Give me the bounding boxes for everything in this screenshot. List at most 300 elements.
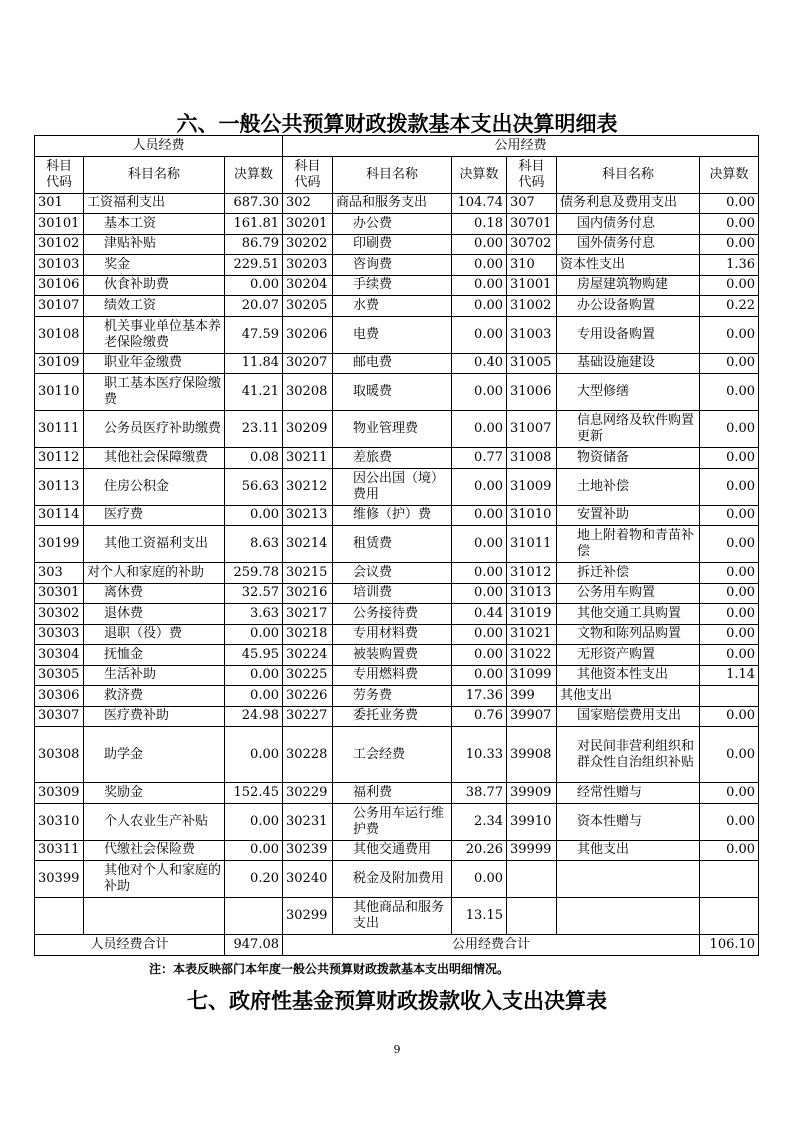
subject-code-cell: 30302: [35, 604, 84, 625]
amount-cell: 0.00: [700, 214, 759, 235]
page-number: 9: [393, 1043, 401, 1056]
subject-name-cell: 抚恤金: [84, 645, 225, 666]
amount-cell: 0.00: [700, 624, 759, 645]
subject-name-cell: 文物和陈列品购置: [557, 624, 700, 645]
subject-code-cell: 30113: [35, 468, 84, 505]
amount-cell: 0.00: [700, 374, 759, 411]
subject-code-cell: 39908: [507, 727, 557, 783]
amount-cell: 0.08: [225, 448, 283, 469]
total-personnel-value: 947.08: [225, 935, 283, 956]
amount-cell: 32.57: [225, 583, 283, 604]
subject-name-cell: 拆迁补偿: [557, 563, 700, 584]
subject-name-cell: 物业管理费: [333, 411, 452, 448]
amount-cell: 0.00: [452, 665, 507, 686]
subject-name-cell: 住房公积金: [84, 468, 225, 505]
amount-cell: 13.15: [452, 898, 507, 935]
subject-name-cell: 电费: [333, 316, 452, 353]
subject-code-cell: 30101: [35, 214, 84, 235]
amount-cell: 0.00: [225, 275, 283, 296]
amount-cell: 259.78: [225, 563, 283, 584]
subject-code-cell: 30228: [283, 727, 333, 783]
subject-code-cell: 31021: [507, 624, 557, 645]
amount-cell: 47.59: [225, 316, 283, 353]
subject-code-cell: 30205: [283, 296, 333, 317]
subject-name-cell: 基础设施建设: [557, 353, 700, 374]
subject-code-cell: 30702: [507, 234, 557, 255]
subject-code-cell: 310: [507, 255, 557, 276]
subject-name-cell: 专用材料费: [333, 624, 452, 645]
subject-name-cell: 基本工资: [84, 214, 225, 235]
amount-cell: 1.36: [700, 255, 759, 276]
amount-cell: 0.00: [452, 645, 507, 666]
amount-cell: 0.22: [700, 296, 759, 317]
total-personnel-label: 人员经费合计: [35, 935, 225, 956]
subject-code-cell: 39909: [507, 783, 557, 804]
col-amount-header: 决算数: [700, 156, 759, 193]
col-code-header: 科目 代码: [35, 156, 84, 193]
subject-code-cell: 30225: [283, 665, 333, 686]
table-row: [35, 214, 759, 235]
amount-cell: 104.74: [452, 193, 507, 214]
table-title: 六、一般公共预算财政拨款基本支出决算明细表: [176, 112, 618, 136]
amount-cell: 45.95: [225, 645, 283, 666]
amount-cell: 0.00: [700, 583, 759, 604]
table-row: [35, 645, 759, 666]
subject-code-cell: 30208: [283, 374, 333, 411]
amount-cell: 23.11: [225, 411, 283, 448]
amount-cell: 0.00: [452, 411, 507, 448]
amount-cell: 161.81: [225, 214, 283, 235]
subject-name-cell: 伙食补助费: [84, 275, 225, 296]
subject-code-cell: 30304: [35, 645, 84, 666]
amount-cell: 0.00: [700, 526, 759, 563]
subject-name-cell: 办公费: [333, 214, 452, 235]
subject-code-cell: 30204: [283, 275, 333, 296]
subject-name-cell: 工资福利支出: [84, 193, 225, 214]
amount-cell: 0.00: [452, 624, 507, 645]
amount-cell: 0.00: [452, 468, 507, 505]
amount-cell: 0.00: [225, 727, 283, 783]
subject-name-cell: 公务用车运行维护费: [333, 803, 452, 840]
subject-code-cell: 302: [283, 193, 333, 214]
col-name-header: 科目名称: [557, 156, 700, 193]
amount-cell: 0.00: [452, 563, 507, 584]
subject-name-cell: 职业年金缴费: [84, 353, 225, 374]
subject-code-cell: 30102: [35, 234, 84, 255]
subject-code-cell: 30211: [283, 448, 333, 469]
subject-name-cell: 退休费: [84, 604, 225, 625]
col-amount-header: 决算数: [452, 156, 507, 193]
subject-name-cell: 地上附着物和青苗补偿: [557, 526, 700, 563]
amount-cell: 0.00: [700, 468, 759, 505]
table-row: [35, 448, 759, 469]
subject-code-cell: 31011: [507, 526, 557, 563]
amount-cell: [700, 898, 759, 935]
table-row: [35, 411, 759, 448]
table-row: [35, 316, 759, 353]
subject-name-cell: 奖金: [84, 255, 225, 276]
amount-cell: 0.00: [700, 645, 759, 666]
amount-cell: 0.00: [700, 706, 759, 727]
subject-code-cell: 30218: [283, 624, 333, 645]
subject-code-cell: 30111: [35, 411, 84, 448]
subject-name-cell: 福利费: [333, 783, 452, 804]
table-body: [35, 193, 759, 935]
amount-cell: 38.77: [452, 783, 507, 804]
subject-name-cell: 职工基本医疗保险缴费: [84, 374, 225, 411]
subject-code-cell: 30199: [35, 526, 84, 563]
amount-cell: 0.00: [225, 803, 283, 840]
subject-name-cell: 对个人和家庭的补助: [84, 563, 225, 584]
subject-name-cell: 土地补偿: [557, 468, 700, 505]
subject-name-cell: 水费: [333, 296, 452, 317]
subject-name-cell: [557, 861, 700, 898]
table-row: [35, 255, 759, 276]
amount-cell: 152.45: [225, 783, 283, 804]
subject-name-cell: 租赁费: [333, 526, 452, 563]
subject-code-cell: 30103: [35, 255, 84, 276]
subject-name-cell: 其他工资福利支出: [84, 526, 225, 563]
subject-name-cell: 医疗费补助: [84, 706, 225, 727]
amount-cell: 687.30: [225, 193, 283, 214]
subject-code-cell: 30216: [283, 583, 333, 604]
table-row: [35, 275, 759, 296]
subject-name-cell: 劳务费: [333, 686, 452, 707]
subject-name-cell: 离休费: [84, 583, 225, 604]
subject-code-cell: 31006: [507, 374, 557, 411]
amount-cell: 17.36: [452, 686, 507, 707]
amount-cell: 8.63: [225, 526, 283, 563]
amount-cell: 0.00: [452, 526, 507, 563]
table-row: [35, 526, 759, 563]
subject-name-cell: 退职（役）费: [84, 624, 225, 645]
subject-name-cell: 工会经费: [333, 727, 452, 783]
subject-name-cell: 大型修缮: [557, 374, 700, 411]
amount-cell: 0.00: [700, 604, 759, 625]
amount-cell: 3.63: [225, 604, 283, 625]
subject-name-cell: 其他支出: [557, 840, 700, 861]
subject-name-cell: 取暖费: [333, 374, 452, 411]
subject-name-cell: 债务利息及费用支出: [557, 193, 700, 214]
subject-name-cell: 邮电费: [333, 353, 452, 374]
subject-code-cell: 30303: [35, 624, 84, 645]
subject-name-cell: 国家赔偿费用支出: [557, 706, 700, 727]
col-name-header: 科目名称: [333, 156, 452, 193]
subject-code-cell: 307: [507, 193, 557, 214]
amount-cell: 20.07: [225, 296, 283, 317]
subject-name-cell: [84, 898, 225, 935]
subject-code-cell: 39999: [507, 840, 557, 861]
subject-code-cell: 30212: [283, 468, 333, 505]
subject-code-cell: 301: [35, 193, 84, 214]
amount-cell: 0.44: [452, 604, 507, 625]
section-public-header: 公用经费: [283, 136, 759, 157]
table-row: [35, 193, 759, 214]
table-row: [35, 861, 759, 898]
table-row: [35, 624, 759, 645]
subject-code-cell: 30229: [283, 783, 333, 804]
subject-name-cell: 奖励金: [84, 783, 225, 804]
table-row: [35, 840, 759, 861]
amount-cell: 0.00: [452, 316, 507, 353]
subject-name-cell: 经常性赠与: [557, 783, 700, 804]
next-section-title: 七、政府性基金预算财政拨款收入支出决算表: [187, 989, 607, 1013]
subject-code-cell: 30307: [35, 706, 84, 727]
total-row: [35, 935, 759, 956]
amount-cell: 0.76: [452, 706, 507, 727]
amount-cell: 0.00: [452, 275, 507, 296]
table-row: [35, 604, 759, 625]
amount-cell: 0.00: [700, 448, 759, 469]
amount-cell: 0.00: [225, 505, 283, 526]
subject-code-cell: 31003: [507, 316, 557, 353]
total-public-value: 106.10: [700, 935, 759, 956]
amount-cell: 0.00: [225, 686, 283, 707]
subject-code-cell: 30240: [283, 861, 333, 898]
amount-cell: 0.00: [700, 505, 759, 526]
subject-code-cell: 30112: [35, 448, 84, 469]
subject-code-cell: 39910: [507, 803, 557, 840]
amount-cell: 0.00: [700, 193, 759, 214]
amount-cell: 0.00: [452, 505, 507, 526]
subject-name-cell: 房屋建筑物购建: [557, 275, 700, 296]
amount-cell: 0.00: [700, 563, 759, 584]
subject-name-cell: 助学金: [84, 727, 225, 783]
subject-name-cell: 津贴补贴: [84, 234, 225, 255]
amount-cell: 0.40: [452, 353, 507, 374]
subject-code-cell: 30203: [283, 255, 333, 276]
subject-code-cell: 30213: [283, 505, 333, 526]
subject-name-cell: 手续费: [333, 275, 452, 296]
amount-cell: 10.33: [452, 727, 507, 783]
amount-cell: 0.00: [700, 353, 759, 374]
subject-name-cell: 咨询费: [333, 255, 452, 276]
subject-name-cell: 物资储备: [557, 448, 700, 469]
subject-code-cell: 30215: [283, 563, 333, 584]
amount-cell: 0.00: [700, 316, 759, 353]
amount-cell: 0.00: [700, 234, 759, 255]
amount-cell: 0.00: [452, 583, 507, 604]
table-row: [35, 468, 759, 505]
amount-cell: 0.00: [225, 840, 283, 861]
amount-cell: 229.51: [225, 255, 283, 276]
subject-name-cell: 公务用车购置: [557, 583, 700, 604]
subject-name-cell: 绩效工资: [84, 296, 225, 317]
subject-name-cell: 其他资本性支出: [557, 665, 700, 686]
subject-code-cell: 399: [507, 686, 557, 707]
table-row: [35, 686, 759, 707]
table-row: [35, 898, 759, 935]
subject-name-cell: 国外债务付息: [557, 234, 700, 255]
subject-name-cell: 公务接待费: [333, 604, 452, 625]
expenditure-detail-table: [34, 135, 759, 956]
column-header-row: [35, 156, 759, 193]
subject-name-cell: 生活补助: [84, 665, 225, 686]
subject-code-cell: 30109: [35, 353, 84, 374]
subject-code-cell: 39907: [507, 706, 557, 727]
subject-code-cell: 31010: [507, 505, 557, 526]
amount-cell: 11.84: [225, 353, 283, 374]
subject-name-cell: 医疗费: [84, 505, 225, 526]
subject-code-cell: 303: [35, 563, 84, 584]
subject-code-cell: 31009: [507, 468, 557, 505]
subject-code-cell: 30217: [283, 604, 333, 625]
subject-code-cell: 31002: [507, 296, 557, 317]
subject-code-cell: 30108: [35, 316, 84, 353]
subject-code-cell: 30202: [283, 234, 333, 255]
table-row: [35, 296, 759, 317]
subject-code-cell: 30201: [283, 214, 333, 235]
col-code-header: 科目 代码: [507, 156, 557, 193]
subject-code-cell: 31005: [507, 353, 557, 374]
subject-name-cell: 办公设备购置: [557, 296, 700, 317]
subject-code-cell: 31008: [507, 448, 557, 469]
amount-cell: 0.00: [700, 727, 759, 783]
subject-name-cell: 机关事业单位基本养老保险缴费: [84, 316, 225, 353]
amount-cell: 0.00: [700, 783, 759, 804]
subject-code-cell: 30399: [35, 861, 84, 898]
col-code-header: 科目 代码: [283, 156, 333, 193]
subject-name-cell: 会议费: [333, 563, 452, 584]
subject-code-cell: 31001: [507, 275, 557, 296]
amount-cell: 56.63: [225, 468, 283, 505]
table-row: [35, 803, 759, 840]
amount-cell: 0.00: [225, 665, 283, 686]
amount-cell: 41.21: [225, 374, 283, 411]
subject-code-cell: 30224: [283, 645, 333, 666]
subject-code-cell: 31012: [507, 563, 557, 584]
table-row: [35, 727, 759, 783]
amount-cell: 2.34: [452, 803, 507, 840]
subject-name-cell: 其他交通工具购置: [557, 604, 700, 625]
table-row: [35, 583, 759, 604]
subject-name-cell: 信息网络及软件购置更新: [557, 411, 700, 448]
subject-code-cell: 31019: [507, 604, 557, 625]
amount-cell: 0.00: [225, 624, 283, 645]
table-note: 注：本表反映部门本年度一般公共预算财政拨款基本支出明细情况。: [149, 962, 510, 976]
subject-code-cell: 30311: [35, 840, 84, 861]
amount-cell: 0.00: [452, 374, 507, 411]
total-public-label: 公用经费合计: [283, 935, 700, 956]
subject-name-cell: 因公出国（境）费用: [333, 468, 452, 505]
subject-code-cell: 30305: [35, 665, 84, 686]
amount-cell: 86.79: [225, 234, 283, 255]
amount-cell: 0.00: [700, 411, 759, 448]
subject-name-cell: 其他商品和服务支出: [333, 898, 452, 935]
subject-code-cell: 30226: [283, 686, 333, 707]
subject-name-cell: 救济费: [84, 686, 225, 707]
amount-cell: 24.98: [225, 706, 283, 727]
amount-cell: 20.26: [452, 840, 507, 861]
subject-name-cell: 其他社会保障缴费: [84, 448, 225, 469]
table-row: [35, 505, 759, 526]
subject-code-cell: 30114: [35, 505, 84, 526]
amount-cell: 0.00: [452, 296, 507, 317]
subject-code-cell: 30308: [35, 727, 84, 783]
subject-name-cell: 其他交通费用: [333, 840, 452, 861]
amount-cell: 0.77: [452, 448, 507, 469]
section-personnel-header: 人员经费: [35, 136, 283, 157]
amount-cell: 0.18: [452, 214, 507, 235]
subject-code-cell: 31022: [507, 645, 557, 666]
subject-name-cell: 对民间非营利组织和群众性自治组织补贴: [557, 727, 700, 783]
subject-name-cell: 商品和服务支出: [333, 193, 452, 214]
subject-name-cell: 资本性支出: [557, 255, 700, 276]
amount-cell: 0.00: [700, 275, 759, 296]
amount-cell: 0.00: [452, 255, 507, 276]
subject-code-cell: 30301: [35, 583, 84, 604]
subject-name-cell: 培训费: [333, 583, 452, 604]
subject-code-cell: 30299: [283, 898, 333, 935]
table-row: [35, 783, 759, 804]
subject-code-cell: 30214: [283, 526, 333, 563]
subject-code-cell: 30209: [283, 411, 333, 448]
amount-cell: [225, 898, 283, 935]
amount-cell: 0.20: [225, 861, 283, 898]
subject-name-cell: 维修（护）费: [333, 505, 452, 526]
subject-name-cell: 国内债务付息: [557, 214, 700, 235]
subject-code-cell: 30231: [283, 803, 333, 840]
subject-code-cell: 30106: [35, 275, 84, 296]
table-row: [35, 706, 759, 727]
subject-code-cell: 30207: [283, 353, 333, 374]
subject-name-cell: 其他支出: [557, 686, 700, 707]
amount-cell: 0.00: [700, 803, 759, 840]
col-amount-header: 决算数: [225, 156, 283, 193]
subject-code-cell: 30309: [35, 783, 84, 804]
subject-name-cell: 无形资产购置: [557, 645, 700, 666]
subject-code-cell: 30227: [283, 706, 333, 727]
table-row: [35, 353, 759, 374]
subject-name-cell: 税金及附加费用: [333, 861, 452, 898]
subject-code-cell: 30239: [283, 840, 333, 861]
amount-cell: 0.00: [452, 861, 507, 898]
subject-name-cell: 代缴社会保险费: [84, 840, 225, 861]
subject-code-cell: 30306: [35, 686, 84, 707]
amount-cell: [700, 861, 759, 898]
amount-cell: 0.00: [700, 840, 759, 861]
amount-cell: 0.00: [452, 234, 507, 255]
subject-code-cell: 30110: [35, 374, 84, 411]
subject-name-cell: 资本性赠与: [557, 803, 700, 840]
subject-code-cell: 30206: [283, 316, 333, 353]
table-row: [35, 665, 759, 686]
subject-name-cell: 印刷费: [333, 234, 452, 255]
subject-code-cell: [35, 898, 84, 935]
subject-name-cell: 其他对个人和家庭的补助: [84, 861, 225, 898]
amount-cell: [700, 686, 759, 707]
subject-name-cell: 公务员医疗补助缴费: [84, 411, 225, 448]
subject-code-cell: 31007: [507, 411, 557, 448]
subject-name-cell: 被装购置费: [333, 645, 452, 666]
subject-name-cell: 个人农业生产补贴: [84, 803, 225, 840]
subject-code-cell: [507, 898, 557, 935]
subject-name-cell: 专用燃料费: [333, 665, 452, 686]
col-name-header: 科目名称: [84, 156, 225, 193]
subject-name-cell: 差旅费: [333, 448, 452, 469]
subject-code-cell: 30701: [507, 214, 557, 235]
subject-code-cell: 30107: [35, 296, 84, 317]
subject-name-cell: 委托业务费: [333, 706, 452, 727]
table-row: [35, 234, 759, 255]
subject-name-cell: [557, 898, 700, 935]
table-row: [35, 374, 759, 411]
subject-code-cell: 31013: [507, 583, 557, 604]
subject-name-cell: 安置补助: [557, 505, 700, 526]
subject-code-cell: 31099: [507, 665, 557, 686]
subject-name-cell: 专用设备购置: [557, 316, 700, 353]
amount-cell: 1.14: [700, 665, 759, 686]
